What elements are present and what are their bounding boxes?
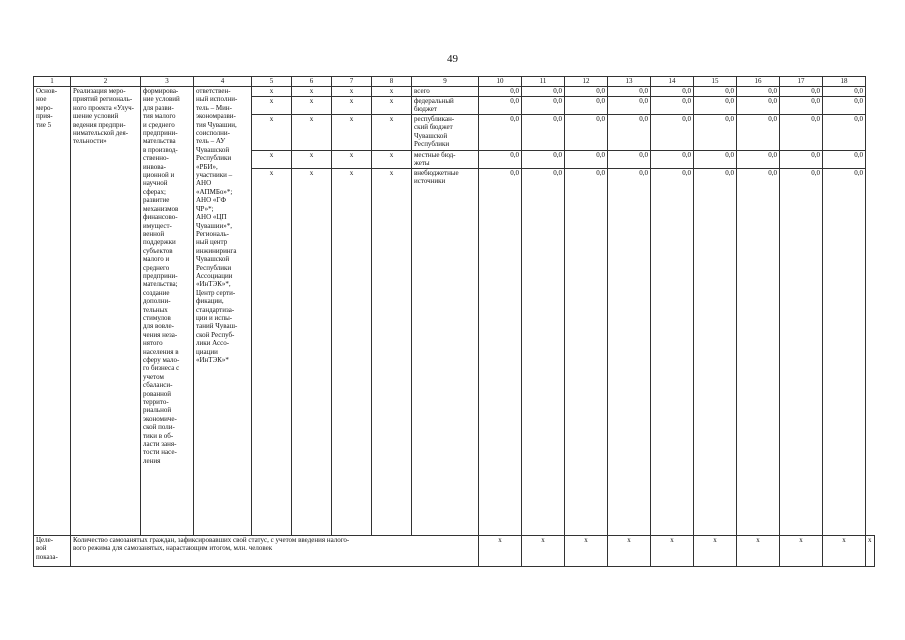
- target-value: x: [780, 535, 823, 566]
- funding-value: 0,0: [780, 97, 823, 115]
- column-number: 11: [522, 77, 565, 87]
- target-value: x: [737, 535, 780, 566]
- funding-value: 0,0: [479, 87, 522, 97]
- funding-value: 0,0: [522, 115, 565, 151]
- funding-value: 0,0: [608, 115, 651, 151]
- activity-name: Реализация меро- приятий региональ- ного проекта «Улуч- шение условий ведения предпри- нимательской дея- тельности»: [71, 87, 141, 536]
- code-mark: x: [252, 151, 292, 169]
- target-value: x: [479, 535, 522, 566]
- column-number: 13: [608, 77, 651, 87]
- funding-value: 0,0: [780, 168, 823, 535]
- code-mark: x: [372, 87, 412, 97]
- column-number: 7: [332, 77, 372, 87]
- funding-value: 0,0: [737, 151, 780, 169]
- page-number: 49: [447, 53, 458, 65]
- target-value: x: [866, 535, 875, 566]
- funding-source: всего: [412, 87, 479, 97]
- funding-value: 0,0: [737, 115, 780, 151]
- funding-value: 0,0: [823, 97, 866, 115]
- funding-row: [34, 87, 875, 97]
- funding-value: 0,0: [694, 87, 737, 97]
- funding-value: 0,0: [565, 168, 608, 535]
- code-mark: x: [332, 87, 372, 97]
- responsible-executors: ответствен- ный исполни- тель – Мин- экономразви- тия Чувашии, соисполни- тель – АУ Чувашской Республики «РБИ», участники – АНО «АПМБо»*; АНО «ГФ ЧР»*; АНО «ЦП Чувашии»*, Региональ- ный центр инжиниринга Чувашской Республики Ассоциации «ИнТЭК»*, Центр серти- фикации, стандартиза- ции и испы- таний Чуваш- ской Респуб- лики Ассо- циации «ИнТЭК»*: [194, 87, 252, 536]
- funding-value: 0,0: [479, 168, 522, 535]
- funding-value: 0,0: [651, 97, 694, 115]
- code-mark: x: [332, 168, 372, 535]
- code-mark: x: [292, 115, 332, 151]
- column-number: 17: [780, 77, 823, 87]
- funding-value: 0,0: [823, 87, 866, 97]
- code-mark: x: [252, 97, 292, 115]
- funding-value: 0,0: [479, 97, 522, 115]
- code-mark: x: [372, 168, 412, 535]
- funding-value: 0,0: [608, 97, 651, 115]
- funding-value: 0,0: [694, 115, 737, 151]
- target-value: x: [522, 535, 565, 566]
- code-mark: x: [372, 151, 412, 169]
- funding-value: 0,0: [565, 87, 608, 97]
- funding-value: 0,0: [694, 97, 737, 115]
- column-number: 16: [737, 77, 780, 87]
- column-number: 15: [694, 77, 737, 87]
- target-value: x: [608, 535, 651, 566]
- funding-value: 0,0: [823, 151, 866, 169]
- code-mark: x: [292, 168, 332, 535]
- code-mark: x: [252, 87, 292, 97]
- funding-value: 0,0: [522, 151, 565, 169]
- funding-source: республикан- ский бюджет Чувашской Республики: [412, 115, 479, 151]
- funding-value: 0,0: [737, 168, 780, 535]
- target-value: x: [565, 535, 608, 566]
- activity-goal: формирова- ние условий для разви- тия малого и среднего предприни- мательства в производ- ственно- инвова- ционной и научной сферах; развитие механизмов финансово- имущест- венной поддержки субъектов малого и среднего предприни- мательства; создание дополни- тельных стимулов для вовле- чения неза- нятого населения в сферу мало- го бизнеса с учетом сбаланси- рованной террито- риальной экономиче- ской поли- тики в об- ласти заня- тости насе- ления: [141, 87, 194, 536]
- funding-value: 0,0: [522, 168, 565, 535]
- funding-value: 0,0: [565, 97, 608, 115]
- column-number: 1: [34, 77, 71, 87]
- funding-value: 0,0: [565, 115, 608, 151]
- code-mark: x: [252, 115, 292, 151]
- column-number-row: [34, 77, 875, 87]
- target-value: x: [823, 535, 866, 566]
- funding-value: 0,0: [479, 115, 522, 151]
- target-text: Количество самозанятых граждан, зафиксировавших свой статус, с учетом введения налого- вого режима для самозанятых, нарастающим итогом, млн. человек: [71, 535, 479, 566]
- funding-value: 0,0: [737, 97, 780, 115]
- code-mark: x: [292, 97, 332, 115]
- funding-value: 0,0: [694, 151, 737, 169]
- funding-source: местные бюд- жеты: [412, 151, 479, 169]
- funding-value: 0,0: [737, 87, 780, 97]
- target-value: x: [651, 535, 694, 566]
- column-number: 6: [292, 77, 332, 87]
- target-label: Целе- вой показа-: [34, 535, 71, 566]
- column-number: 10: [479, 77, 522, 87]
- funding-value: 0,0: [780, 87, 823, 97]
- column-number: 14: [651, 77, 694, 87]
- column-number: 2: [71, 77, 141, 87]
- code-mark: x: [252, 168, 292, 535]
- target-indicator-row: [34, 535, 875, 566]
- funding-value: 0,0: [780, 151, 823, 169]
- funding-source: внебюджетные источники: [412, 168, 479, 535]
- funding-value: 0,0: [823, 115, 866, 151]
- column-number: 12: [565, 77, 608, 87]
- funding-source: федеральный бюджет: [412, 97, 479, 115]
- code-mark: x: [372, 115, 412, 151]
- funding-value: 0,0: [565, 151, 608, 169]
- column-number: 4: [194, 77, 252, 87]
- funding-value: 0,0: [651, 115, 694, 151]
- column-number: 5: [252, 77, 292, 87]
- activity-label: Основ- ное меро- прия- тие 5: [34, 87, 71, 536]
- funding-value: 0,0: [651, 151, 694, 169]
- funding-value: 0,0: [608, 151, 651, 169]
- column-number: 9: [412, 77, 479, 87]
- target-value: x: [694, 535, 737, 566]
- funding-value: 0,0: [608, 87, 651, 97]
- funding-value: 0,0: [522, 97, 565, 115]
- funding-value: 0,0: [651, 87, 694, 97]
- code-mark: x: [332, 151, 372, 169]
- program-table: [33, 76, 875, 567]
- funding-value: 0,0: [522, 87, 565, 97]
- code-mark: x: [292, 151, 332, 169]
- code-mark: x: [332, 97, 372, 115]
- funding-value: 0,0: [694, 168, 737, 535]
- code-mark: x: [372, 97, 412, 115]
- funding-value: 0,0: [823, 168, 866, 535]
- column-number: 3: [141, 77, 194, 87]
- funding-value: 0,0: [479, 151, 522, 169]
- column-number: 18: [823, 77, 866, 87]
- code-mark: x: [332, 115, 372, 151]
- column-number: 8: [372, 77, 412, 87]
- code-mark: x: [292, 87, 332, 97]
- funding-value: 0,0: [651, 168, 694, 535]
- funding-value: 0,0: [780, 115, 823, 151]
- funding-value: 0,0: [608, 168, 651, 535]
